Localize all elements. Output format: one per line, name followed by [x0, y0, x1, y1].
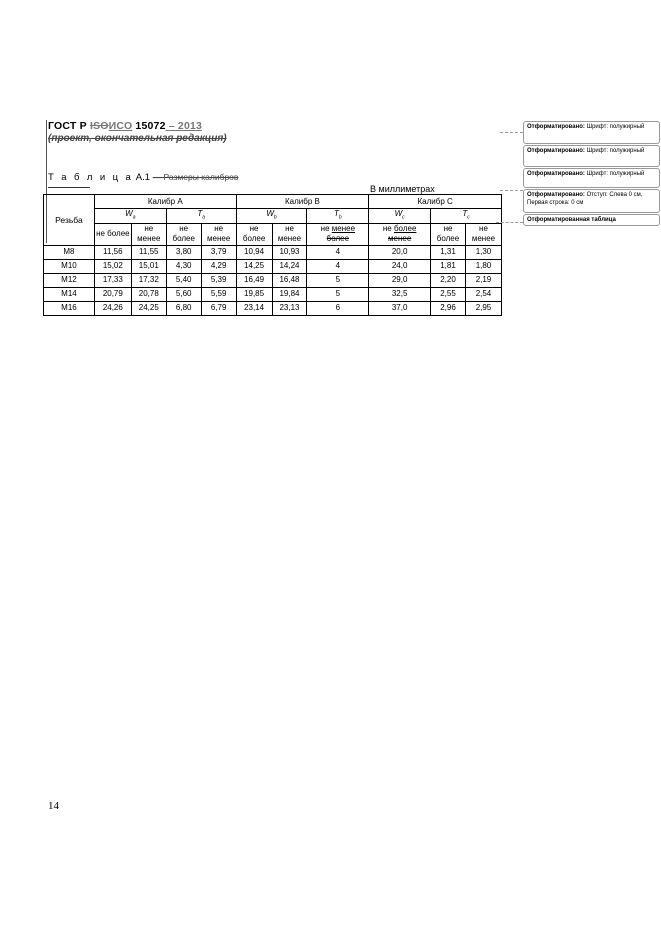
cell-value: 2,19 [465, 273, 501, 287]
cell-value: 15,02 [94, 259, 131, 273]
cell-value: 2,96 [431, 301, 466, 315]
page-number: 14 [48, 800, 59, 812]
document-subtitle: (проект, окончательная редакция) [48, 133, 227, 144]
header-wa: $W_a$ [94, 209, 166, 224]
header-limit: не менее [201, 223, 236, 245]
comment-balloon[interactable]: Отформатировано: Шрифт: полужирный [523, 145, 660, 167]
cell-value: 10,93 [272, 245, 307, 259]
header-limit: не менее [131, 223, 166, 245]
cell-value: 19,84 [272, 287, 307, 301]
header-limit-tb: не менее более [307, 223, 369, 245]
document-header [48, 120, 288, 144]
header-calibre-a: Калибр А [94, 195, 236, 209]
cell-value: 3,80 [166, 245, 201, 259]
cell-value: 5 [307, 273, 369, 287]
header-limit: не более [236, 223, 272, 245]
cell-value: 23,13 [272, 301, 307, 315]
cell-value: 11,55 [131, 245, 166, 259]
cell-value: 5,40 [166, 273, 201, 287]
header-ta: $T_a$ [166, 209, 236, 224]
title-year: – 2013 [165, 120, 203, 132]
cell-thread: M14 [44, 287, 95, 301]
cell-value: 24,0 [369, 259, 431, 273]
cell-value: 6 [307, 301, 369, 315]
header-tc: $T_c$ [431, 209, 502, 224]
cell-value: 14,25 [236, 259, 272, 273]
header-limit: не менее [272, 223, 307, 245]
cell-value: 6,80 [166, 301, 201, 315]
cell-value: 14,24 [272, 259, 307, 273]
cell-value: 16,49 [236, 273, 272, 287]
table-row [44, 273, 502, 287]
cell-value: 5,60 [166, 287, 201, 301]
comment-leader [496, 222, 523, 223]
document-title: ГОСТ Р ISOИСО 15072 – 2013 [48, 120, 203, 132]
cell-value: 16,48 [272, 273, 307, 287]
cell-thread: M8 [44, 245, 95, 259]
table-row [44, 301, 502, 315]
cell-value: 2,54 [465, 287, 501, 301]
header-limit-wc: не более менее [369, 223, 431, 245]
cell-value: 6,79 [201, 301, 236, 315]
comment-balloon[interactable]: Отформатированная таблица [523, 214, 660, 226]
cell-value: 5 [307, 287, 369, 301]
cell-value: 19,85 [236, 287, 272, 301]
header-calibre-b: Калибр В [236, 195, 369, 209]
cell-thread: M12 [44, 273, 95, 287]
header-calibre-c: Калибр С [369, 195, 502, 209]
cell-value: 15,01 [131, 259, 166, 273]
caption-underline [48, 187, 90, 188]
cell-value: 23,14 [236, 301, 272, 315]
cell-value: 2,95 [465, 301, 501, 315]
header-limit: не более [94, 223, 131, 245]
cell-value: 4 [307, 245, 369, 259]
cell-value: 5,59 [201, 287, 236, 301]
cell-value: 2,55 [431, 287, 466, 301]
comment-balloon[interactable]: Отформатировано: Отступ: Слева 0 см, Первая строка: 0 см [523, 189, 660, 213]
cell-value: 3,79 [201, 245, 236, 259]
cell-value: 20,79 [94, 287, 131, 301]
cell-value: 20,0 [369, 245, 431, 259]
cell-value: 4,29 [201, 259, 236, 273]
cell-value: 32,5 [369, 287, 431, 301]
cell-value: 5,39 [201, 273, 236, 287]
calibre-table [43, 194, 502, 316]
cell-value: 1,81 [431, 259, 466, 273]
units-label: В миллиметрах [370, 184, 435, 194]
comment-balloon[interactable]: Отформатировано: Шрифт: полужирный [523, 121, 660, 144]
header-wb: $W_b$ [236, 209, 307, 224]
table-caption [48, 172, 238, 183]
inserted-iso: ИСО [108, 120, 133, 132]
cell-value: 20,78 [131, 287, 166, 301]
cell-value: 17,32 [131, 273, 166, 287]
comment-leader [500, 190, 523, 191]
cell-value: 17,33 [94, 273, 131, 287]
cell-value: 1,31 [431, 245, 466, 259]
table-row [44, 287, 502, 301]
caption-label: Т а б л и ц а [48, 172, 134, 183]
cell-value: 4 [307, 259, 369, 273]
comment-balloon[interactable]: Отформатировано: Шрифт: полужирный [523, 168, 660, 188]
caption-number: А.1 [135, 172, 151, 183]
cell-thread: M16 [44, 301, 95, 315]
cell-value: 11,56 [94, 245, 131, 259]
deleted-iso: ISO [89, 120, 109, 132]
table-row [44, 245, 502, 259]
header-tb: $T_b$ [307, 209, 369, 224]
header-limit: не более [166, 223, 201, 245]
header-thread: Резьба [44, 195, 95, 246]
cell-value: 4,30 [166, 259, 201, 273]
cell-value: 24,26 [94, 301, 131, 315]
header-limit: не более [431, 223, 466, 245]
table-row [44, 259, 502, 273]
cell-value: 2,20 [431, 273, 466, 287]
header-limit: не менее [465, 223, 501, 245]
cell-value: 24,25 [131, 301, 166, 315]
cell-value: 37,0 [369, 301, 431, 315]
comment-leader [500, 132, 523, 133]
cell-value: 1,80 [465, 259, 501, 273]
cell-value: 10,94 [236, 245, 272, 259]
cell-thread: M10 [44, 259, 95, 273]
header-wc: $W_c$ [369, 209, 431, 224]
cell-value: 1,30 [465, 245, 501, 259]
caption-deleted-text: — Размеры калибров [152, 172, 239, 182]
cell-value: 29,0 [369, 273, 431, 287]
